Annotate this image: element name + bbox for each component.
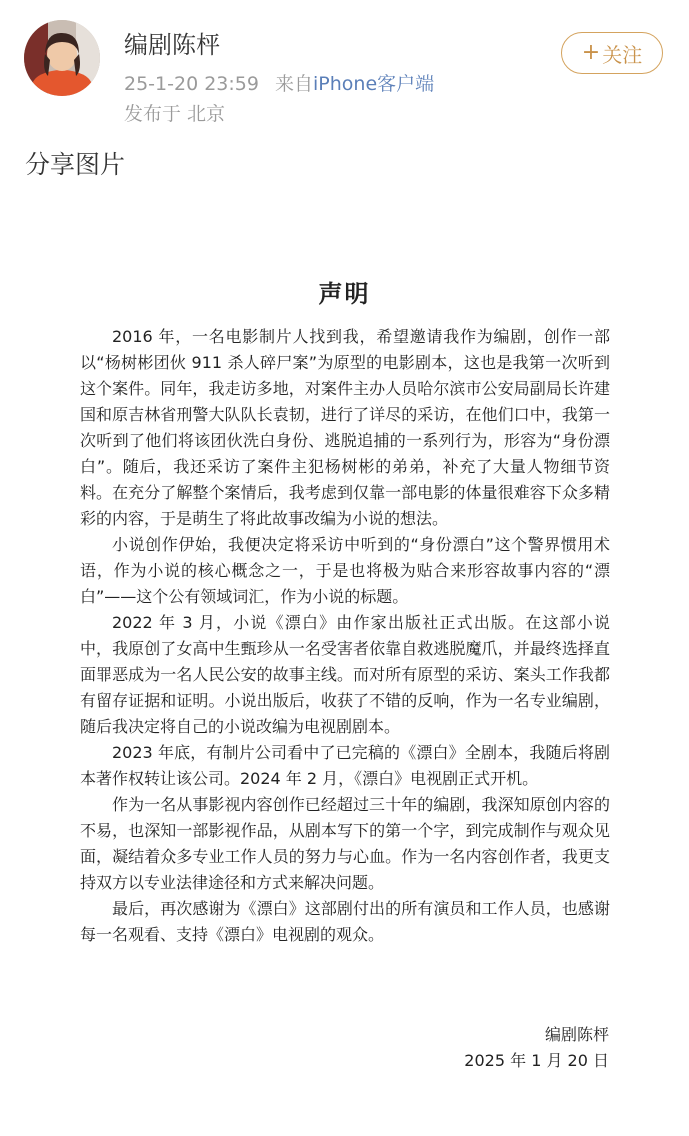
statement-date: 2025 年 1 月 20 日	[464, 1051, 609, 1070]
shared-image[interactable]	[0, 240, 689, 1136]
post-location: 发布于 北京	[124, 103, 226, 125]
source-prefix: 来自	[275, 73, 314, 95]
statement-body	[80, 324, 610, 948]
author-name[interactable]: 编剧陈枰	[124, 31, 220, 59]
plus-icon: +	[581, 40, 601, 65]
statement-paragraph: 作为一名从事影视内容创作已经超过三十年的编剧，我深知原创内容的不易，也深知一部影视作品，从剧本写下的第一个字，到完成制作与观众见面，凝结着众多专业工作人员的努力与心血。作为一名内容创作者，我更支持双方以专业法律途径和方式来解决问题。	[80, 795, 610, 892]
post-meta	[124, 71, 434, 97]
author-avatar[interactable]	[24, 20, 100, 96]
post-timestamp: 25-1-20 23:59	[124, 73, 259, 95]
follow-label: 关注	[602, 42, 643, 67]
statement-title: 声明	[318, 280, 371, 308]
statement-signature: 编剧陈枰	[544, 1025, 609, 1044]
follow-button[interactable]	[561, 32, 663, 74]
statement-paragraph: 2023 年底，有制片公司看中了已完稿的《漂白》全剧本，我随后将剧本著作权转让该公司。2024 年 2 月，《漂白》电视剧正式开机。	[80, 743, 610, 788]
statement-paragraph: 小说创作伊始，我便决定将采访中听到的“身份漂白”这个警界惯用术语，作为小说的核心概念之一，于是也将极为贴合来形容故事内容的“漂白”——这个公有领域词汇，作为小说的标题。	[80, 535, 610, 606]
post-header	[0, 0, 689, 140]
post-text: 分享图片	[25, 150, 126, 179]
statement-paragraph: 最后，再次感谢为《漂白》这部剧付出的所有演员和工作人员，也感谢每一名观看、支持《漂白》电视剧的观众。	[80, 899, 610, 944]
source-client-link[interactable]: iPhone客户端	[313, 73, 435, 95]
avatar-photo	[24, 20, 100, 96]
signature-block	[464, 1022, 609, 1074]
statement-paragraph: 2022 年 3 月，小说《漂白》由作家出版社正式出版。在这部小说中，我原创了女高中生甄珍从一名受害者依靠自救逃脱魔爪，并最终选择直面罪恶成为一名人民公安的故事主线。而对所有原型的采访、案头工作我都有留存证据和证明。小说出版后，收获了不错的反响，作为一名专业编剧，随后我决定将自己的小说改编为电视剧剧本。	[80, 613, 610, 736]
statement-paragraph: 2016 年，一名电影制片人找到我，希望邀请我作为编剧，创作一部以“杨树彬团伙 911 杀人碎尸案”为原型的电影剧本，这也是我第一次听到这个案件。同年，我走访多地，对案件主办人员哈尔滨市公安局副局长许建国和原吉林省刑警大队队长袁韧，进行了详尽的采访，在他们口中，我第一次听到了他们将该团伙洗白身份、逃脱追捕的一系列行为，形容为“身份漂白”。随后，我还采访了案件主犯杨树彬的弟弟，补充了大量人物细节资料。在充分了解整个案情后，我考虑到仅靠一部电影的体量很难容下众多精彩的内容，于是萌生了将此故事改编为小说的想法。	[80, 327, 610, 528]
